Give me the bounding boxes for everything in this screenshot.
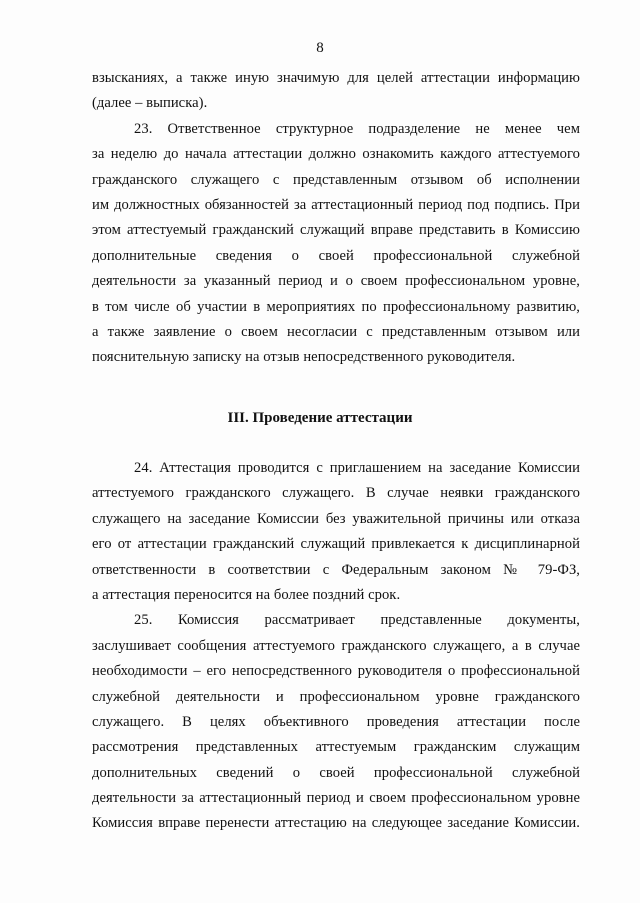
text-line: пояснительную записку на отзыв непосредственного руководителя. (92, 349, 516, 366)
text-line: в том числе об участии в мероприятиях по профессиональному развитию, (92, 298, 580, 315)
text-line: за неделю до начала аттестации должно ознакомить каждого аттестуемого (92, 146, 580, 163)
text-line: аттестуемого гражданского служащего. В случае неявки гражданского (92, 485, 580, 502)
text-line: этом аттестуемый гражданский служащий вправе представить в Комиссию (92, 222, 580, 239)
section-heading: III. Проведение аттестации (227, 410, 413, 426)
text-line: необходимости – его непосредственного руководителя о профессиональной (92, 663, 580, 680)
paragraph-24-start: 24. Аттестация проводится с приглашением на заседание Комиссии (134, 460, 580, 476)
text-line: взысканиях, а также иную значимую для целей аттестации информацию (92, 70, 580, 86)
text-line: дополнительных сведений о своей профессиональной служебной (92, 764, 580, 781)
text-line: Комиссия вправе перенести аттестацию на следующее заседание Комиссии. (92, 815, 580, 832)
paragraph-block-top (92, 66, 580, 371)
text-line: им должностных обязанностей за аттестационный период под подпись. При (92, 196, 580, 213)
text-line: ответственности в соответствии с Федеральным законом № 79-ФЗ, (92, 561, 580, 578)
text-line: дополнительные сведения о своей профессиональной служебной (92, 247, 580, 264)
text-line: гражданского служащего с представленным отзывом об исполнении (92, 171, 580, 188)
text-line: а аттестация переносится на более поздний срок. (92, 586, 401, 603)
text-line: его от аттестации гражданский служащий привлекается к дисциплинарной (92, 536, 580, 553)
text-line: служебной деятельности и профессиональном уровне гражданского (92, 688, 580, 705)
text-line: заслушивает сообщения аттестуемого гражданского служащего, а в случае (92, 637, 580, 654)
text-line: деятельности за указанный период и о своем профессиональном уровне, (92, 273, 580, 290)
page-number: 8 (316, 40, 324, 56)
text-line: служащего. В целях объективного проведения аттестации после (92, 713, 580, 730)
paragraph-block-bottom (92, 456, 580, 837)
text-line: служащего на заседание Комиссии без уважительной причины или отказа (92, 510, 580, 527)
text-line: а также заявление о своем несогласии с представленным отзывом или (92, 323, 580, 340)
text-line: (далее – выписка). (92, 95, 208, 112)
text-line: деятельности за аттестационный период и своем профессиональном уровне (92, 790, 580, 807)
text-line: рассмотрения представленных аттестуемым гражданским служащим (92, 739, 580, 756)
paragraph-25-start: 25. Комиссия рассматривает представленные документы, (134, 612, 580, 629)
paragraph-23-start: 23. Ответственное структурное подразделение не менее чем (134, 120, 580, 137)
